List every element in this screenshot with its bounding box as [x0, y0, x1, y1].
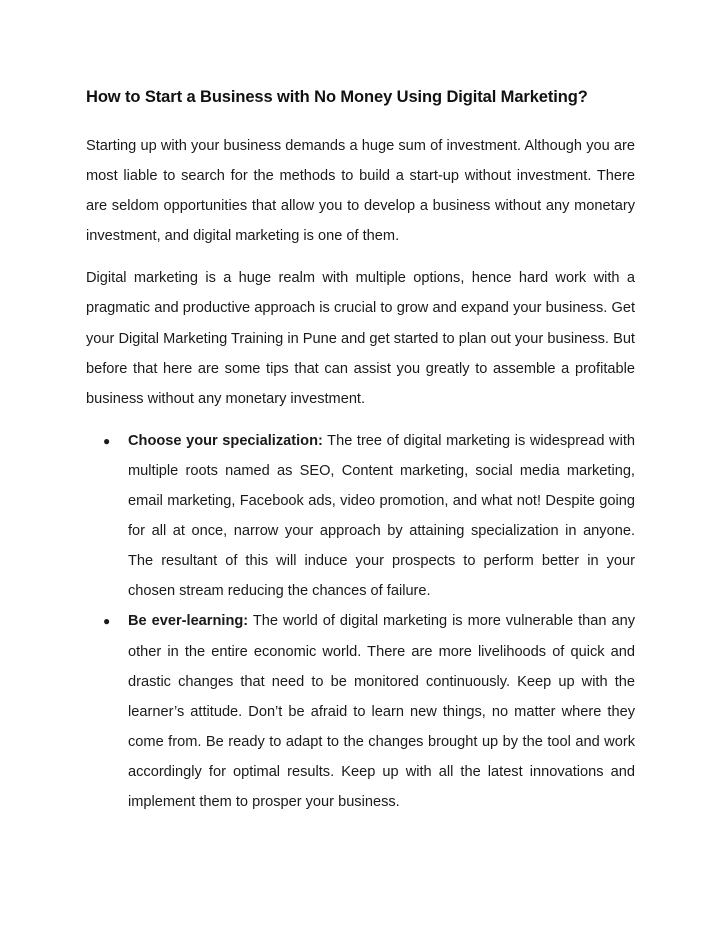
- bullet-icon: ●: [103, 614, 111, 629]
- document-page: [86, 83, 635, 817]
- list-item: [86, 606, 635, 817]
- intro-paragraph: Starting up with your business demands a huge sum of investment. Although you are most liable to search for the methods to build a start-up without investment. There are seldom opportunities that allow you to develop a business without any monetary investment, and digital marketing is one of them.: [86, 138, 635, 245]
- document-title: How to Start a Business with No Money Using Digital Marketing?: [86, 88, 588, 106]
- context-paragraph: Digital marketing is a huge realm with multiple options, hence hard work with a pragmatic and productive approach is crucial to grow and expand your business. Get your Digital Marketing Training in Pune and get started to plan out your business. But before that here are some tips that can assist you greatly to assemble a profitable business without any monetary investment.: [86, 270, 635, 407]
- bullet-term: Be ever-learning:: [128, 613, 249, 630]
- list-item: [86, 426, 635, 607]
- bullet-text: The tree of digital marketing is widespread with multiple roots named as SEO, Content marketing, social media marketing, email marketing, Facebook ads, video promotion, and what not! Despite going for all at once, narrow your approach by attaining specialization in anyone. The resultant of this will induce your prospects to perform better in your chosen stream reducing the chances of failure.: [128, 432, 635, 600]
- bullet-icon: ●: [103, 433, 111, 448]
- bullet-term: Choose your specialization:: [128, 432, 323, 449]
- bullet-text: The world of digital marketing is more vulnerable than any other in the entire economic world. There are more livelihoods of quick and drastic changes that need to be monitored continuously. Keep up with the learner’s attitude. Don’t be afraid to learn new things, no matter where they come from. Be ready to adapt to the changes brought up by the tool and work accordingly for optimal results. Keep up with all the latest innovations and implement them to prosper your business.: [128, 613, 635, 810]
- tips-list: [86, 426, 635, 817]
